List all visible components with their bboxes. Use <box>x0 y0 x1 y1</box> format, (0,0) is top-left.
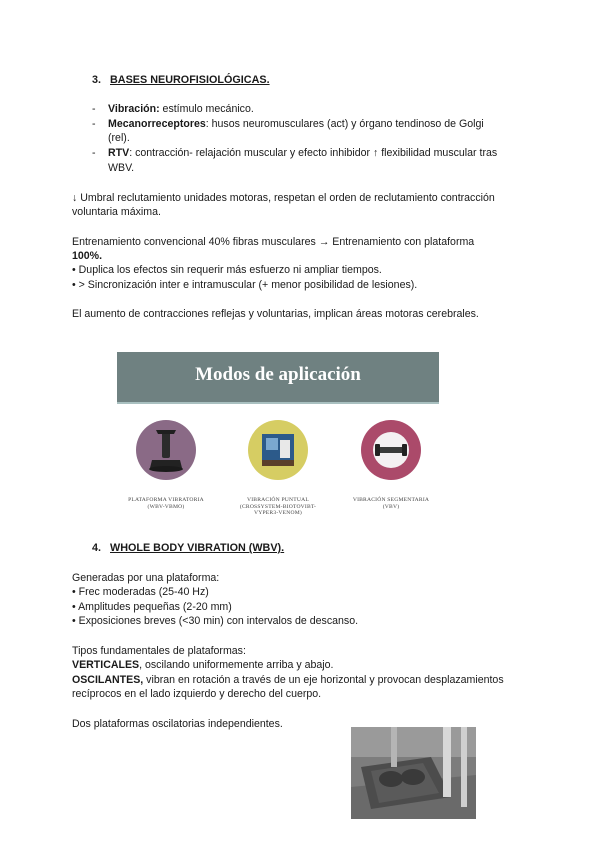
paragraph: 100%. <box>72 250 103 262</box>
segmental-vibration-icon <box>361 420 421 480</box>
list-item: - Mecanorreceptores: husos neuromusculares (act) y órgano tendinoso de Golgi <box>92 118 484 130</box>
list-item: - RTV: contracción- relajación muscular y efecto inhibidor ↑ flexibilidad muscular tras <box>92 147 498 159</box>
bullet-item: • Exposiciones breves (<30 min) con intervalos de descanso. <box>72 615 359 627</box>
paragraph: recíprocos en el lado izquierdo y derecho del cuerpo. <box>72 688 322 700</box>
figure-caption: VIBRACIÓN PUNTUAL (CROSSYSTEM-BIOTOVIBT- VYPER3-VENOM) <box>239 497 317 517</box>
paragraph: VERTICALES, oscilando uniformemente arriba y abajo. <box>72 659 334 671</box>
section-number: 4. <box>92 542 102 554</box>
bullet-item: • > Sincronización inter e intramuscular (+ menor posibilidad de lesiones). <box>72 279 418 291</box>
section-number: 3. <box>92 74 102 86</box>
section-3-heading <box>92 73 270 87</box>
bullet-item: • Amplitudes pequeñas (2-20 mm) <box>72 601 232 613</box>
figure-caption: VIBRACIÓN SEGMENTARIA (VBV) <box>352 497 430 510</box>
figure-caption: PLATAFORMA VIBRATORIA (WBV-VBMO) <box>128 497 204 510</box>
section-title: BASES NEUROFISIOLÓGICAS. <box>110 74 270 86</box>
section-title: WHOLE BODY VIBRATION (WBV). <box>110 542 285 554</box>
point-vibration-icon <box>248 420 308 480</box>
list-item-continuation: WBV. <box>108 162 135 174</box>
figure-title: Modos de aplicación <box>195 364 361 385</box>
bullet-item: • Duplica los efectos sin requerir más esfuerzo ni ampliar tiempos. <box>72 264 382 276</box>
bullet-item: • Frec moderadas (25-40 Hz) <box>72 586 209 598</box>
list-item: - Vibración: estímulo mecánico. <box>92 103 254 115</box>
paragraph: El aumento de contracciones reflejas y voluntarias, implican áreas motoras cerebrales. <box>72 308 479 320</box>
paragraph: Dos plataformas oscilatorias independientes. <box>72 718 283 730</box>
paragraph: voluntaria máxima. <box>72 206 161 218</box>
oscillating-platform-photo <box>351 727 476 819</box>
list-item-continuation: (rel). <box>108 132 130 144</box>
paragraph: OSCILANTES, vibran en rotación a través de un eje horizontal y provocan desplazamientos <box>72 674 504 686</box>
paragraph: Generadas por una plataforma: <box>72 572 220 584</box>
paragraph: Entrenamiento convencional 40% fibras musculares → Entrenamiento con plataforma <box>72 236 475 248</box>
section-4-heading <box>92 541 284 555</box>
paragraph: ↓ Umbral reclutamiento unidades motoras, respetan el orden de reclutamiento contracción <box>72 192 495 204</box>
paragraph: Tipos fundamentales de plataformas: <box>72 645 246 657</box>
figure-banner <box>117 352 439 404</box>
vibration-platform-icon <box>136 420 196 480</box>
